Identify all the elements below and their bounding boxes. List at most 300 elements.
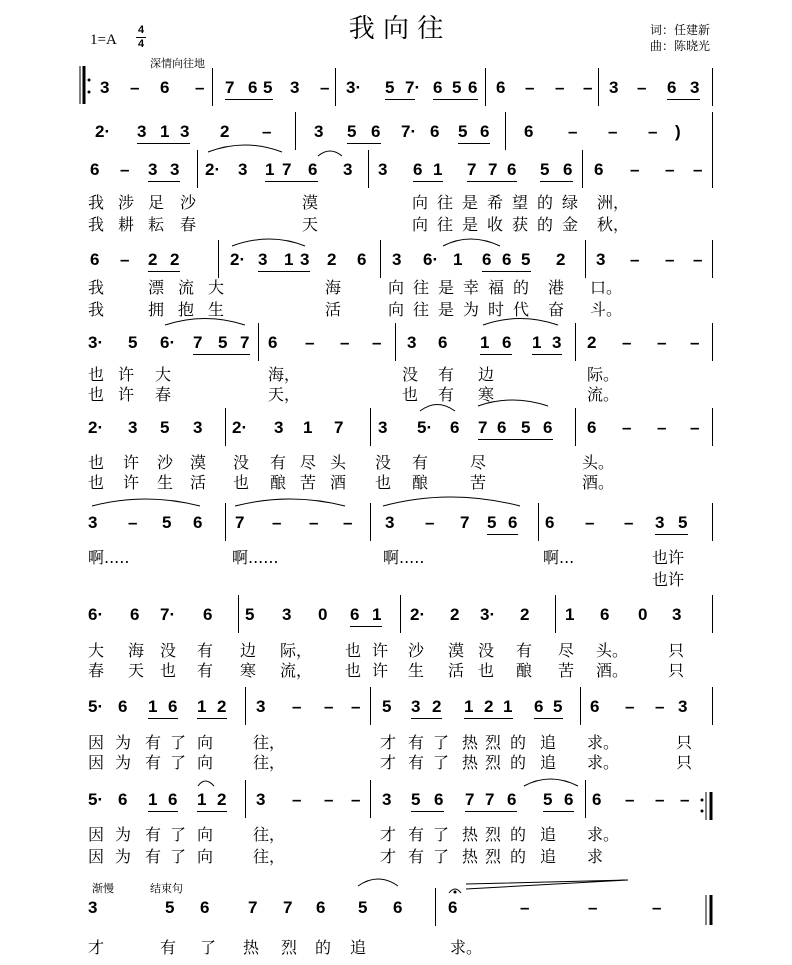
note: 6 xyxy=(592,790,602,809)
note: – xyxy=(665,250,675,269)
note: 6 xyxy=(507,790,517,809)
note: 3 xyxy=(256,790,266,809)
lyric-syllable: 啊...... xyxy=(232,548,279,567)
lyric-syllable: 没 xyxy=(233,453,250,472)
barline xyxy=(370,687,371,725)
note: – xyxy=(309,513,319,532)
note: 2 xyxy=(327,250,337,269)
beam-line xyxy=(487,534,518,535)
lyric-syllable: 海 xyxy=(325,278,342,297)
note: 3 xyxy=(678,697,688,716)
score-row-6 xyxy=(0,418,792,458)
note: 6 xyxy=(468,78,478,97)
note: 6 xyxy=(193,513,203,532)
lyric-syllable: 寒 xyxy=(478,385,495,404)
lyric-syllable: 追 xyxy=(540,825,557,844)
note: 6 xyxy=(90,160,100,179)
score-row-1 xyxy=(0,78,792,118)
lyric-syllable: 因 xyxy=(88,825,105,844)
note: 1 xyxy=(480,333,490,352)
lyric-syllable: 是 xyxy=(438,278,455,297)
lyric-syllable: 苦 xyxy=(470,473,487,492)
barline xyxy=(212,68,213,106)
note: 1 xyxy=(265,160,275,179)
note: 5 xyxy=(128,333,138,352)
note: – xyxy=(624,513,634,532)
lyric-syllable: 才 xyxy=(380,733,397,752)
note: 5 xyxy=(162,513,172,532)
note: – xyxy=(262,122,272,141)
note: 6· xyxy=(423,250,439,269)
lyric-syllable: 了 xyxy=(170,753,187,772)
barline xyxy=(555,595,556,633)
lyric-syllable: 有 xyxy=(197,661,214,680)
lyric-syllable: 生 xyxy=(408,661,425,680)
note: 6 xyxy=(564,790,574,809)
note: 6 xyxy=(502,250,512,269)
beam-line xyxy=(540,181,573,182)
lyric-syllable: 没 xyxy=(160,641,177,660)
credits xyxy=(650,22,710,54)
note: 5 xyxy=(452,78,462,97)
note: – xyxy=(568,122,578,141)
time-signature-top: 4 xyxy=(137,24,145,36)
barline xyxy=(245,687,246,725)
note: 6 xyxy=(118,790,128,809)
note: – xyxy=(630,160,640,179)
lyric-syllable: 也 xyxy=(345,641,362,660)
note: 6 xyxy=(600,605,610,624)
lyric-syllable: 苦 xyxy=(300,473,317,492)
note: – xyxy=(128,513,138,532)
lyric-syllable: 沙 xyxy=(157,453,174,472)
note: – xyxy=(622,418,632,437)
lyric-syllable: 的 xyxy=(510,733,527,752)
note: 2· xyxy=(205,160,221,179)
note: 6 xyxy=(448,898,458,917)
note: – xyxy=(690,333,700,352)
lyric-syllable: 大 xyxy=(155,365,172,384)
barline xyxy=(368,150,369,188)
note: 5· xyxy=(88,790,104,809)
note: – xyxy=(351,697,361,716)
barline xyxy=(712,150,713,188)
beam-line xyxy=(197,718,227,719)
lyric-syllable: 往， xyxy=(253,753,286,772)
note: – xyxy=(637,78,647,97)
note: 0 xyxy=(318,605,328,624)
beam-line xyxy=(347,143,381,144)
barline xyxy=(712,503,713,541)
note: 1 xyxy=(148,790,158,809)
lyric-syllable: 港 xyxy=(548,278,565,297)
lyric-syllable: 的 xyxy=(537,215,554,234)
note: 7 xyxy=(485,790,495,809)
note: 6 xyxy=(130,605,140,624)
time-signature-bottom: 4 xyxy=(137,38,145,50)
lyric-syllable: 酿 xyxy=(516,661,533,680)
note: 7 xyxy=(240,333,250,352)
lyric-syllable: 福 xyxy=(488,278,505,297)
note: 2 xyxy=(432,697,442,716)
note: 2· xyxy=(410,605,426,624)
lyric-syllable: 热 xyxy=(462,733,479,752)
note: 3 xyxy=(148,160,158,179)
lyric-syllable: 的 xyxy=(510,825,527,844)
barline xyxy=(538,503,539,541)
lyric-syllable: 追 xyxy=(540,733,557,752)
note: 6 xyxy=(413,160,423,179)
lyric-syllable: 也 xyxy=(478,661,495,680)
note: 3 xyxy=(378,418,388,437)
beam-line xyxy=(458,143,490,144)
beam-line xyxy=(502,271,531,272)
lyric-syllable: 沙 xyxy=(408,641,425,660)
note: – xyxy=(652,898,662,917)
note: 7 xyxy=(478,418,488,437)
lyric-syllable: 追 xyxy=(540,847,557,866)
note: 7 xyxy=(283,898,293,917)
note: – xyxy=(622,333,632,352)
barline xyxy=(575,323,576,361)
note: – xyxy=(630,250,640,269)
note: – xyxy=(340,333,350,352)
note: 5 xyxy=(543,790,553,809)
barline xyxy=(582,150,583,188)
note: – xyxy=(625,697,635,716)
lyric-syllable: 洲， xyxy=(597,193,630,212)
lyric-syllable: 尽 xyxy=(300,453,317,472)
note: 6 xyxy=(357,250,367,269)
lyric-syllable: 有 xyxy=(197,641,214,660)
note: – xyxy=(372,333,382,352)
note: 5 xyxy=(411,790,421,809)
note: 3· xyxy=(346,78,362,97)
note: 6 xyxy=(667,78,677,97)
lyric-syllable: 为 xyxy=(115,753,132,772)
lyric-syllable: 口。 xyxy=(590,278,623,297)
beam-line xyxy=(148,811,178,812)
lyric-syllable: 收 xyxy=(487,215,504,234)
note: 5 xyxy=(160,418,170,437)
lyric-syllable: 天 xyxy=(128,661,145,680)
note: 1 xyxy=(464,697,474,716)
lyric-syllable: 有 xyxy=(516,641,533,660)
lyric-syllable: 追 xyxy=(350,938,367,957)
note: 2 xyxy=(484,697,494,716)
beam-line xyxy=(485,811,517,812)
lyric-syllable: 为 xyxy=(115,847,132,866)
note: 3 xyxy=(88,898,98,917)
lyric-syllable: 往 xyxy=(413,300,430,319)
note: 2 xyxy=(217,697,227,716)
lyric-syllable: 的 xyxy=(315,938,332,957)
score-row-2 xyxy=(0,122,792,162)
note: 6 xyxy=(268,333,278,352)
beam-line xyxy=(532,354,562,355)
note: 2 xyxy=(170,250,180,269)
lyric-syllable: 也 xyxy=(88,365,105,384)
lyric-syllable: 许 xyxy=(123,473,140,492)
beam-line xyxy=(411,811,444,812)
beam-line xyxy=(488,181,517,182)
barline xyxy=(712,595,713,633)
note: 3 xyxy=(552,333,562,352)
lyric-syllable: 际， xyxy=(280,641,313,660)
lyric-syllable: 热 xyxy=(462,753,479,772)
lyric-syllable: 奋 xyxy=(548,300,565,319)
lyric-syllable: 耘 xyxy=(148,215,165,234)
lyric-syllable: 向 xyxy=(197,753,214,772)
note: 3 xyxy=(596,250,606,269)
lyric-syllable: 才 xyxy=(88,938,105,957)
note: 6 xyxy=(563,160,573,179)
beam-line xyxy=(534,718,563,719)
barline xyxy=(295,112,296,150)
note: 6 xyxy=(482,250,492,269)
note: 3 xyxy=(407,333,417,352)
lyric-syllable: 也许 xyxy=(652,570,685,589)
lyric-syllable: 向 xyxy=(412,193,429,212)
note: 6 xyxy=(168,697,178,716)
note: 7 xyxy=(235,513,245,532)
rit-marking: 渐慢 xyxy=(92,882,114,895)
time-signature xyxy=(136,25,146,50)
note: 1 xyxy=(565,605,575,624)
lyric-syllable: 只 xyxy=(676,733,693,752)
note: 5 xyxy=(245,605,255,624)
note: – xyxy=(343,513,353,532)
note: – xyxy=(693,250,703,269)
note: 2· xyxy=(95,122,111,141)
lyric-syllable: 许 xyxy=(118,385,135,404)
lyric-syllable: 有 xyxy=(412,453,429,472)
barline xyxy=(245,780,246,818)
note: 6 xyxy=(534,697,544,716)
barline xyxy=(370,780,371,818)
note: – xyxy=(120,250,130,269)
note: 2· xyxy=(232,418,248,437)
note: 5 xyxy=(347,122,357,141)
barline xyxy=(370,503,371,541)
note: 3· xyxy=(480,605,496,624)
note: – xyxy=(608,122,618,141)
note: – xyxy=(130,78,140,97)
lyric-syllable: 有 xyxy=(145,825,162,844)
note: – xyxy=(693,160,703,179)
note: 5· xyxy=(88,697,104,716)
note: 3 xyxy=(180,122,190,141)
note: – xyxy=(525,78,535,97)
beam-line xyxy=(452,99,478,100)
note: 3 xyxy=(378,160,388,179)
lyric-syllable: 向 xyxy=(388,300,405,319)
lyric-syllable: 流 xyxy=(178,278,195,297)
lyric-syllable: 有 xyxy=(438,365,455,384)
lyric-syllable: 没 xyxy=(375,453,392,472)
note: 6 xyxy=(496,78,506,97)
score-row-11 xyxy=(0,898,792,938)
tempo-marking: 深情向往地 xyxy=(150,57,205,70)
note: 6 xyxy=(433,78,443,97)
lyric-syllable: 有 xyxy=(408,825,425,844)
lyric-syllable: 寒 xyxy=(240,661,257,680)
lyric-syllable: 也 xyxy=(233,473,250,492)
note: – xyxy=(120,160,130,179)
lyric-syllable: 有 xyxy=(408,753,425,772)
note: 6 xyxy=(168,790,178,809)
note: 3 xyxy=(300,250,310,269)
barline xyxy=(585,240,586,278)
lyric-syllable: 有 xyxy=(438,385,455,404)
note: 6 xyxy=(543,418,553,437)
note: 3 xyxy=(411,697,421,716)
barline xyxy=(238,595,239,633)
barline xyxy=(712,408,713,446)
note: 3 xyxy=(256,697,266,716)
note: 1 xyxy=(532,333,542,352)
note: 6 xyxy=(590,697,600,716)
lyric-syllable: 也 xyxy=(375,473,392,492)
note: 0 xyxy=(638,605,648,624)
lyric-syllable: 了 xyxy=(200,938,217,957)
note: 2 xyxy=(520,605,530,624)
note: 5 xyxy=(385,78,395,97)
lyric-syllable: 的 xyxy=(537,193,554,212)
lyric-syllable: 天 xyxy=(302,215,319,234)
note: – xyxy=(583,78,593,97)
note: 2· xyxy=(230,250,246,269)
note: 3 xyxy=(385,513,395,532)
lyric-syllable: 了 xyxy=(170,847,187,866)
note: 6 xyxy=(430,122,440,141)
lyric-syllable: 我 xyxy=(88,278,105,297)
note: – xyxy=(305,333,315,352)
lyric-syllable: 酒。 xyxy=(596,661,629,680)
note: – xyxy=(425,513,435,532)
lyric-syllable: 活 xyxy=(448,661,465,680)
note: – xyxy=(680,790,690,809)
note: 5 xyxy=(521,418,531,437)
lyric-syllable: 向 xyxy=(197,733,214,752)
lyric-syllable: 酒 xyxy=(330,473,347,492)
note: – xyxy=(655,790,665,809)
lyric-syllable: 向 xyxy=(197,847,214,866)
note: – xyxy=(351,790,361,809)
note: 3 xyxy=(282,605,292,624)
beam-line xyxy=(411,718,442,719)
lyric-syllable: 绿 xyxy=(562,193,579,212)
note: – xyxy=(520,898,530,917)
note: 6 xyxy=(434,790,444,809)
lyric-syllable: 求。 xyxy=(587,753,620,772)
lyric-syllable: 也 xyxy=(345,661,362,680)
note: 6 xyxy=(508,513,518,532)
barline xyxy=(395,323,396,361)
lyric-syllable: 有 xyxy=(145,753,162,772)
note: 1 xyxy=(453,250,463,269)
lyric-syllable: 代 xyxy=(513,300,530,319)
lyric-syllable: 边 xyxy=(240,641,257,660)
note: 5 xyxy=(263,78,273,97)
lyric-syllable: 苦 xyxy=(558,661,575,680)
lyric-syllable: 烈 xyxy=(485,733,502,752)
barline xyxy=(598,68,599,106)
note: 3 xyxy=(343,160,353,179)
note: 3 xyxy=(290,78,300,97)
lyric-syllable: 漂 xyxy=(148,278,165,297)
note: 3 xyxy=(392,250,402,269)
note: 1 xyxy=(160,122,170,141)
lyric-syllable: 求。 xyxy=(450,938,483,957)
lyric-syllable: 有 xyxy=(408,733,425,752)
lyric-syllable: 了 xyxy=(433,847,450,866)
lyric-syllable: 海， xyxy=(268,365,301,384)
lyric-syllable: 热 xyxy=(462,825,479,844)
lyric-syllable: 头。 xyxy=(582,453,615,472)
beam-line xyxy=(197,811,227,812)
lyric-syllable: 往 xyxy=(413,278,430,297)
note: 6 xyxy=(160,78,170,97)
note: – xyxy=(665,160,675,179)
lyric-syllable: 了 xyxy=(170,825,187,844)
note: 7 xyxy=(460,513,470,532)
note: 1 xyxy=(503,697,513,716)
lyric-syllable: 许 xyxy=(118,365,135,384)
note: 6 xyxy=(308,160,318,179)
lyric-syllable: 我 xyxy=(88,300,105,319)
lyric-syllable: 向 xyxy=(412,215,429,234)
lyric-syllable: 漠 xyxy=(190,453,207,472)
lyric-syllable: 也 xyxy=(402,385,419,404)
composer-credit: 曲：陈晓光 xyxy=(650,39,711,53)
barline xyxy=(712,112,713,150)
note: 7 xyxy=(282,160,292,179)
ending-marking: 结束句 xyxy=(150,882,183,895)
key-signature: 1=A xyxy=(90,32,117,48)
lyric-syllable: 为 xyxy=(115,825,132,844)
lyric-syllable: 了 xyxy=(433,825,450,844)
note: 3 xyxy=(193,418,203,437)
lyric-syllable: 有 xyxy=(145,733,162,752)
lyric-syllable: 啊..... xyxy=(383,548,425,567)
lyric-syllable: 酒。 xyxy=(582,473,615,492)
note: 5 xyxy=(382,697,392,716)
lyric-syllable: 抱 xyxy=(178,300,195,319)
lyric-syllable: 我 xyxy=(88,193,105,212)
lyric-syllable: 金 xyxy=(562,215,579,234)
note: 6 xyxy=(350,605,360,624)
note: 3 xyxy=(258,250,268,269)
lyric-syllable: 才 xyxy=(380,753,397,772)
beam-line xyxy=(655,534,688,535)
lyric-syllable: 活 xyxy=(190,473,207,492)
note: 3 xyxy=(100,78,110,97)
note: 1 xyxy=(148,697,158,716)
lyric-syllable: 也许 xyxy=(652,548,685,567)
lyric-syllable: 也 xyxy=(88,385,105,404)
note: – xyxy=(292,697,302,716)
lyric-syllable: 许 xyxy=(372,641,389,660)
note: – xyxy=(585,513,595,532)
lyric-syllable: 尽 xyxy=(470,453,487,472)
lyric-syllable: 为 xyxy=(115,733,132,752)
note: 6 xyxy=(450,418,460,437)
song-title: 我 向 往 xyxy=(348,14,444,44)
note: – xyxy=(195,78,205,97)
note: 6 xyxy=(371,122,381,141)
note: 3 xyxy=(672,605,682,624)
